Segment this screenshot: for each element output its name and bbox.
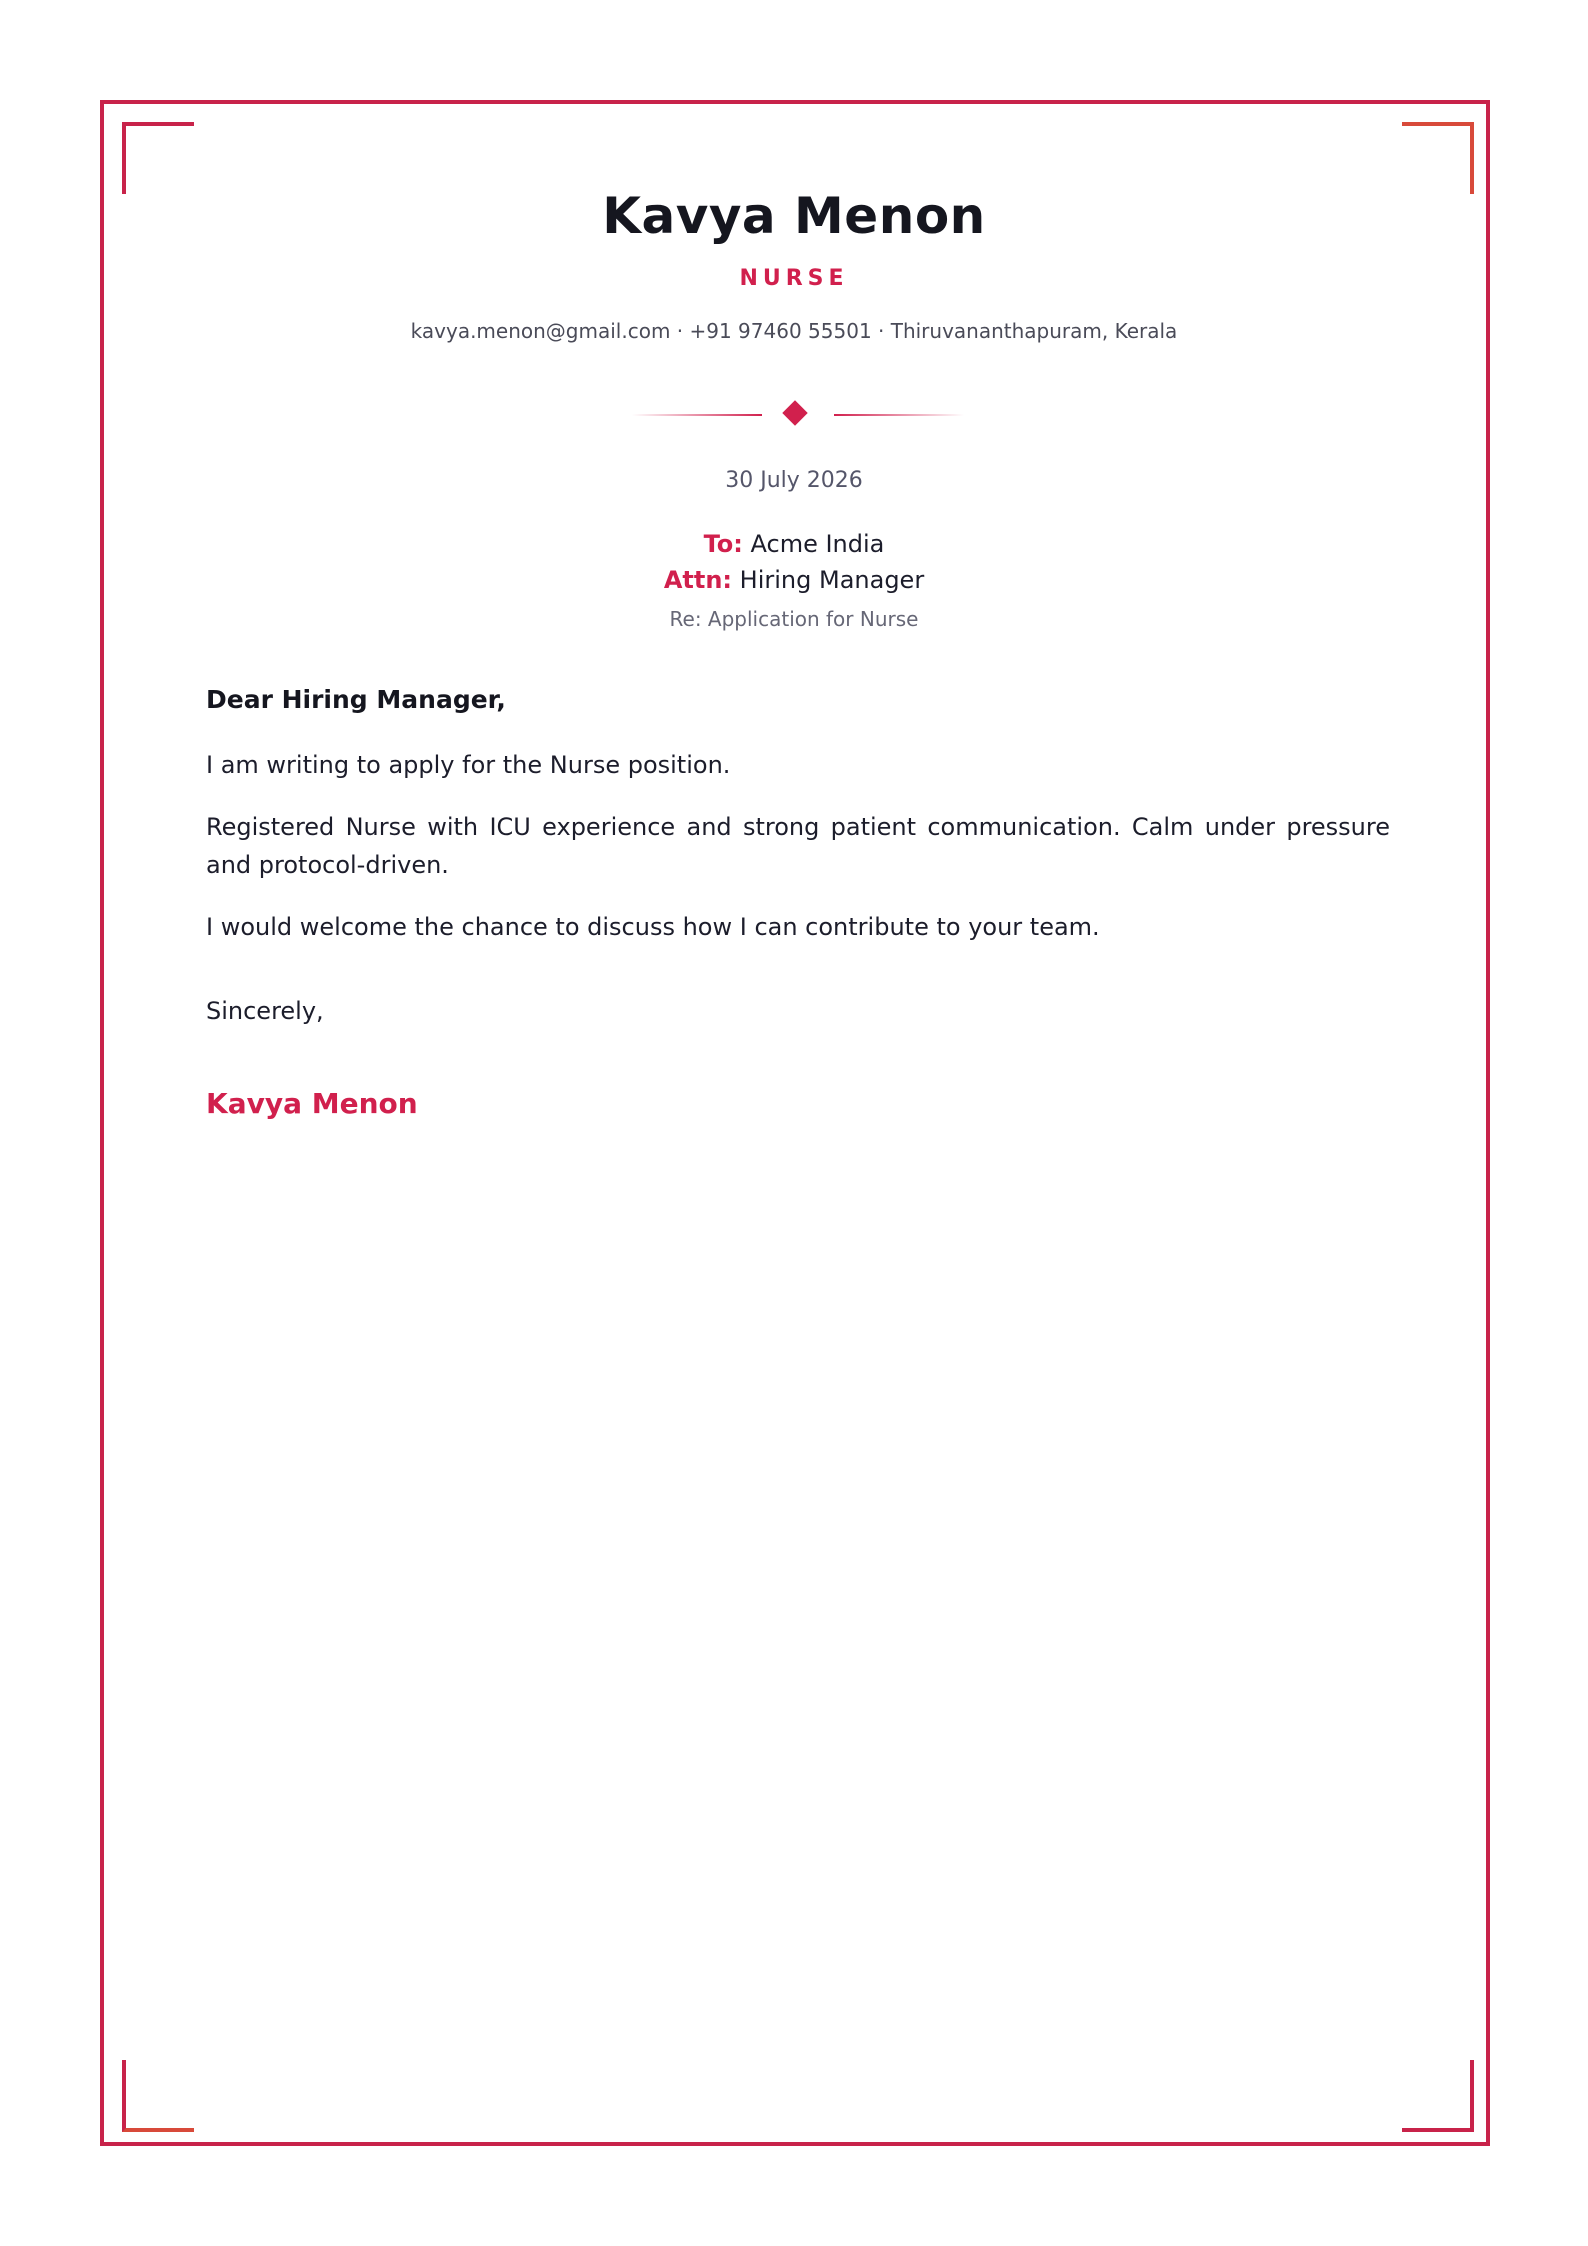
body-paragraph: I am writing to apply for the Nurse position. [206,751,731,779]
attention-value: Hiring Manager [739,566,925,594]
closing: Sincerely, [206,997,324,1025]
letter-meta [0,466,1588,634]
body-paragraph: Registered Nurse with ICU experience and strong patient communication. Calm under pressure and protocol-driven. [206,813,1390,879]
diamond-icon [782,400,807,425]
salutation: Dear Hiring Manager, [206,685,506,714]
recipient-value: Acme India [750,530,885,558]
corner-ornament-bottom-left [122,2060,194,2132]
recipient-line [0,526,1588,562]
divider-line-left [632,414,762,416]
body-paragraph: I would welcome the chance to discuss how I can contribute to your team. [206,913,1100,941]
letter-date: 30 July 2026 [725,468,863,493]
applicant-name: Kavya Menon [602,187,986,245]
recipient-label: To: [703,530,743,558]
corner-ornament-bottom-right [1402,2060,1474,2132]
subject-line: Re: Application for Nurse [669,607,919,631]
attention-line [0,562,1588,598]
header-divider [0,400,1588,430]
signature-name: Kavya Menon [206,1087,418,1120]
letter-header [0,180,1588,346]
letter-body [206,680,1390,1124]
contact-line: kavya.menon@gmail.com · +91 97460 55501 · Thiruvananthapuram, Kerala [410,319,1178,343]
applicant-title: NURSE [739,266,849,291]
divider-line-right [834,414,964,416]
attention-label: Attn: [663,566,733,594]
